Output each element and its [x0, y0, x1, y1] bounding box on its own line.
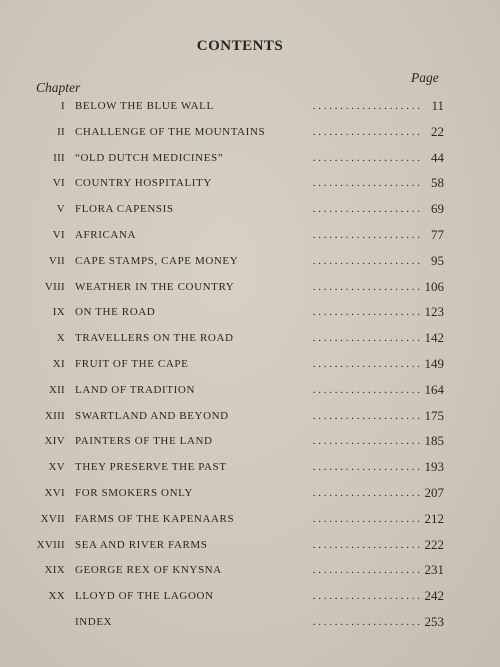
chapter-number: I	[61, 100, 65, 112]
dot-leader: . . . . . . . . . . . . . . . . . . . .	[312, 228, 420, 241]
chapter-title: AFRICANA	[75, 228, 137, 241]
chapter-number: VI	[52, 177, 65, 190]
toc-entry	[0, 429, 500, 455]
chapter-title: SWARTLAND AND BEYOND	[75, 409, 229, 422]
chapter-title: LLOYD OF THE LAGOON	[75, 590, 214, 603]
toc-entry	[0, 171, 500, 197]
page-number: 164	[424, 381, 444, 397]
toc-entry	[0, 223, 500, 249]
page-number: 149	[424, 355, 444, 371]
chapter-number: IX	[52, 306, 65, 319]
chapter-title: BELOW THE BLUE WALL	[75, 100, 214, 112]
toc-entry	[0, 352, 500, 378]
chapter-number: VI	[52, 228, 65, 241]
chapter-number: XIX	[44, 564, 65, 577]
chapter-title: PAINTERS OF THE LAND	[75, 435, 213, 448]
dot-leader: . . . . . . . . . . . . . . . . . . . .	[312, 203, 420, 216]
page-number: 106	[424, 278, 444, 294]
toc-entry	[0, 481, 500, 507]
toc-entry	[0, 94, 500, 120]
dot-leader: . . . . . . . . . . . . . . . . . . . .	[312, 564, 420, 577]
chapter-title: “OLD DUTCH MEDICINES”	[75, 151, 224, 164]
chapter-title: SEA AND RIVER FARMS	[75, 538, 208, 551]
page-number: 11	[431, 98, 444, 113]
page-number: 253	[424, 613, 444, 629]
chapter-title: ON THE ROAD	[75, 306, 156, 319]
toc-entry	[0, 275, 500, 301]
dot-leader: . . . . . . . . . . . . . . . . . . . .	[312, 177, 420, 190]
page-number: 77	[431, 226, 444, 242]
toc-entry	[0, 558, 500, 584]
chapter-title: FARMS OF THE KAPENAARS	[75, 512, 235, 525]
dot-leader: . . . . . . . . . . . . . . . . . . . .	[312, 254, 420, 267]
page-number: 222	[424, 536, 444, 552]
toc-entry	[0, 404, 500, 430]
toc-entry	[0, 326, 500, 352]
toc-entry	[0, 249, 500, 275]
dot-leader: . . . . . . . . . . . . . . . . . . . .	[312, 383, 420, 396]
dot-leader: . . . . . . . . . . . . . . . . . . . .	[312, 306, 420, 319]
page-number: 242	[424, 588, 444, 604]
chapter-title: FRUIT OF THE CAPE	[75, 357, 189, 370]
chapter-title: WEATHER IN THE COUNTRY	[75, 280, 235, 293]
dot-leader: . . . . . . . . . . . . . . . . . . . .	[312, 590, 420, 603]
chapter-title: LAND OF TRADITION	[75, 383, 195, 396]
page-number: 44	[431, 149, 444, 165]
dot-leader: . . . . . . . . . . . . . . . . . . . .	[312, 125, 420, 138]
chapter-title: THEY PRESERVE THE PAST	[75, 461, 227, 474]
page-number: 207	[424, 484, 444, 500]
chapter-title: CAPE STAMPS, CAPE MONEY	[75, 254, 239, 267]
chapter-number: XIV	[44, 435, 65, 448]
page-number: 142	[424, 330, 444, 346]
page-number: 175	[424, 407, 444, 423]
chapter-number: XI	[52, 357, 65, 370]
toc-entry	[0, 120, 500, 146]
page-number: 231	[424, 562, 444, 578]
toc-entry	[0, 378, 500, 404]
chapter-number: XVI	[44, 486, 65, 499]
dot-leader: . . . . . . . . . . . . . . . . . . . .	[312, 100, 420, 112]
chapter-title: FOR SMOKERS ONLY	[75, 486, 193, 499]
page-title: CONTENTS	[196, 38, 284, 54]
dot-leader: . . . . . . . . . . . . . . . . . . . .	[312, 512, 420, 525]
chapter-column-heading: Chapter	[36, 80, 81, 95]
chapter-title: GEORGE REX OF KNYSNA	[75, 564, 222, 577]
toc-entry	[0, 300, 500, 326]
chapter-title: COUNTRY HOSPITALITY	[75, 177, 212, 190]
toc-entry	[0, 584, 500, 610]
chapter-number: XX	[48, 590, 65, 603]
chapter-number: II	[57, 125, 65, 138]
toc-entry	[0, 610, 500, 636]
page-number: 69	[431, 201, 444, 217]
dot-leader: . . . . . . . . . . . . . . . . . . . .	[312, 538, 420, 551]
toc-entry	[0, 197, 500, 223]
chapter-title: FLORA CAPENSIS	[75, 203, 174, 216]
dot-leader: . . . . . . . . . . . . . . . . . . . .	[312, 486, 420, 499]
dot-leader: . . . . . . . . . . . . . . . . . . . .	[312, 280, 420, 293]
chapter-number: XII	[48, 383, 65, 396]
page-number: 123	[424, 304, 444, 320]
dot-leader: . . . . . . . . . . . . . . . . . . . .	[312, 357, 420, 370]
toc-entry	[0, 533, 500, 559]
chapter-title: CHALLENGE OF THE MOUNTAINS	[75, 125, 266, 138]
page-number: 212	[424, 510, 444, 526]
page-number: 95	[431, 252, 444, 268]
page-number: 193	[424, 459, 444, 475]
dot-leader: . . . . . . . . . . . . . . . . . . . .	[312, 332, 420, 345]
dot-leader: . . . . . . . . . . . . . . . . . . . .	[312, 409, 420, 422]
chapter-number: X	[56, 332, 65, 345]
dot-leader: . . . . . . . . . . . . . . . . . . . .	[312, 461, 420, 474]
table-of-contents	[0, 94, 500, 636]
chapter-number: VIII	[44, 280, 65, 293]
toc-entry	[0, 455, 500, 481]
chapter-title: TRAVELLERS ON THE ROAD	[75, 332, 234, 345]
dot-leader: . . . . . . . . . . . . . . . . . . . .	[312, 615, 420, 628]
page-number: 22	[431, 123, 444, 139]
dot-leader: . . . . . . . . . . . . . . . . . . . .	[312, 435, 420, 448]
chapter-number: XIII	[44, 409, 65, 422]
dot-leader: . . . . . . . . . . . . . . . . . . . .	[312, 151, 420, 164]
chapter-number: III	[53, 151, 65, 164]
toc-entry	[0, 507, 500, 533]
chapter-number: XVII	[40, 512, 65, 525]
chapter-number: V	[56, 203, 65, 216]
page-number: 58	[431, 175, 444, 191]
chapter-number: XVIII	[36, 538, 65, 551]
chapter-number: VII	[48, 254, 65, 267]
chapter-title: INDEX	[75, 615, 113, 628]
toc-entry	[0, 146, 500, 172]
page-column-heading: Page	[411, 70, 439, 85]
chapter-number: XV	[48, 461, 65, 474]
page-number: 185	[424, 433, 444, 449]
